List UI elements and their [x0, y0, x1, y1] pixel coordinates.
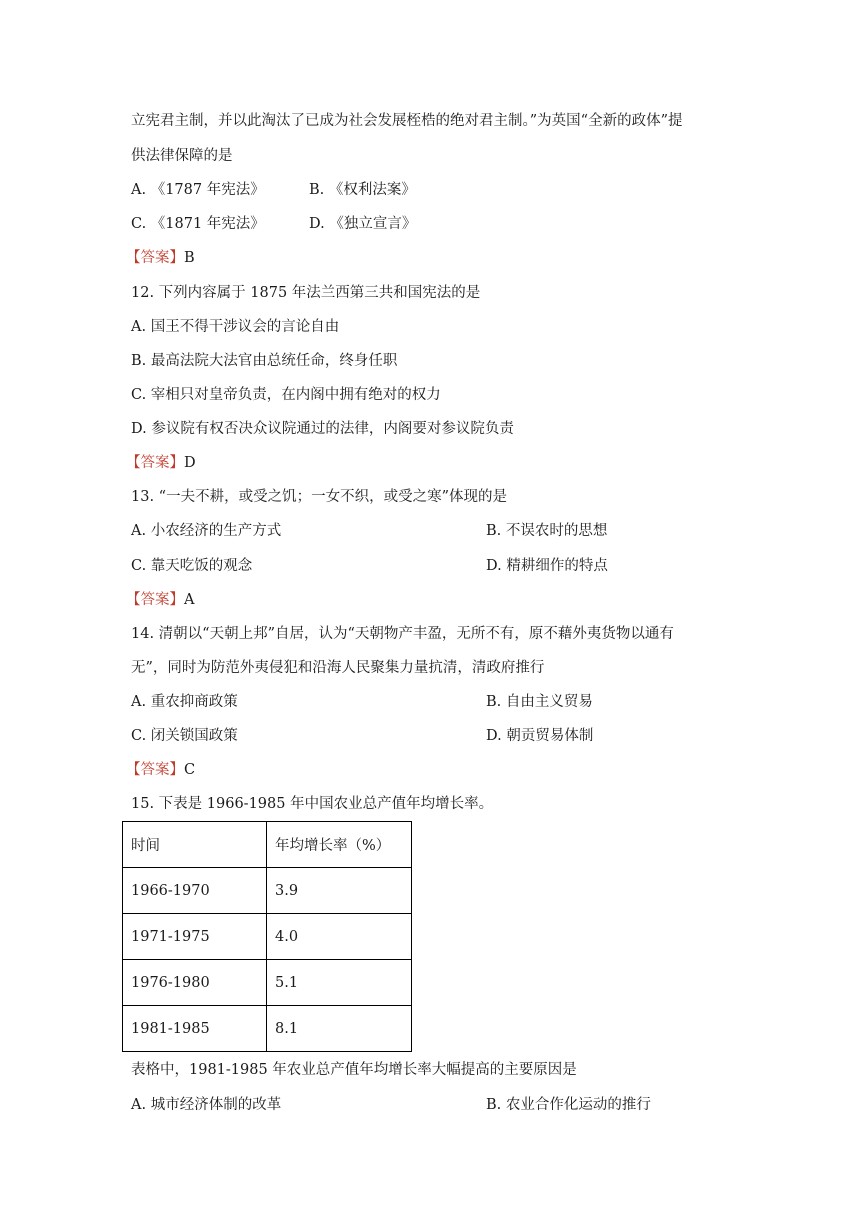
q11-option-c[interactable]: C. 《1871 年宪法》: [131, 216, 265, 232]
q14-answer: [126, 760, 195, 780]
answer-value: A: [184, 592, 195, 608]
table-cell-period: 1966-1970: [123, 868, 267, 914]
table-row: [123, 960, 412, 1006]
q12-answer: [126, 453, 196, 473]
answer-label: 【答案】: [126, 455, 184, 471]
q13-option-c[interactable]: C. 靠天吃饭的观念: [131, 558, 253, 574]
q11-option-a[interactable]: A. 《1787 年宪法》: [131, 182, 265, 198]
q12-option-d[interactable]: D. 参议院有权否决众议院通过的法律，内阁要对参议院负责: [131, 421, 514, 437]
q12-stem: 12. 下列内容属于 1875 年法兰西第三共和国宪法的是: [131, 285, 481, 301]
table-row: [123, 868, 412, 914]
q15-option-a[interactable]: A. 城市经济体制的改革: [131, 1097, 282, 1113]
q15-stem: 15. 下表是 1966-1985 年中国农业总产值年均增长率。: [131, 796, 494, 812]
q14-option-c[interactable]: C. 闭关锁国政策: [131, 728, 238, 744]
q14-stem-line1: 14. 清朝以“天朝上邦”自居，认为“天朝物产丰盈，无所不有，原不藉外夷货物以通有: [131, 626, 674, 642]
q14-option-d[interactable]: D. 朝贡贸易体制: [486, 728, 594, 744]
q15-after-table: 表格中，1981-1985 年农业总产值年均增长率大幅提高的主要原因是: [131, 1062, 577, 1078]
q11-stem-line2: 供法律保障的是: [131, 148, 233, 164]
table-cell-period: 1971-1975: [123, 914, 267, 960]
q13-answer: [126, 590, 194, 610]
q11-option-b[interactable]: B. 《权利法案》: [309, 182, 416, 198]
table-cell-period: 1981-1985: [123, 1006, 267, 1052]
q11-option-d[interactable]: D. 《独立宣言》: [309, 216, 417, 232]
answer-value: B: [184, 250, 195, 266]
q11-answer: [126, 248, 195, 268]
table-row: [123, 1006, 412, 1052]
answer-label: 【答案】: [126, 762, 184, 778]
q15-option-b[interactable]: B. 农业合作化运动的推行: [486, 1097, 651, 1113]
answer-value: D: [184, 455, 196, 471]
q12-option-a[interactable]: A. 国王不得干涉议会的言论自由: [131, 319, 340, 335]
table-cell-rate: 8.1: [267, 1006, 412, 1052]
answer-label: 【答案】: [126, 250, 184, 266]
table-cell-rate: 4.0: [267, 914, 412, 960]
growth-rate-table: [122, 821, 412, 1052]
q12-option-c[interactable]: C. 宰相只对皇帝负责，在内阁中拥有绝对的权力: [131, 387, 441, 403]
answer-value: C: [184, 762, 196, 778]
q13-stem: 13. “一夫不耕，或受之饥；一女不织，或受之寒”体现的是: [131, 489, 507, 505]
table-cell-period: 1976-1980: [123, 960, 267, 1006]
answer-label: 【答案】: [126, 592, 184, 608]
q14-option-a[interactable]: A. 重农抑商政策: [131, 694, 238, 710]
table-header-cell: 时间: [123, 822, 267, 868]
table-header-cell: 年均增长率（%）: [267, 822, 412, 868]
q12-option-b[interactable]: B. 最高法院大法官由总统任命，终身任职: [131, 353, 398, 369]
table-header-row: [123, 822, 412, 868]
q13-option-b[interactable]: B. 不误农时的思想: [486, 523, 608, 539]
q14-option-b[interactable]: B. 自由主义贸易: [486, 694, 593, 710]
q11-stem-line1: 立宪君主制，并以此淘汰了已成为社会发展桎梏的绝对君主制。”为英国“全新的政体”提: [131, 113, 683, 129]
table-cell-rate: 3.9: [267, 868, 412, 914]
q13-option-a[interactable]: A. 小农经济的生产方式: [131, 523, 282, 539]
q14-stem-line2: 无”，同时为防范外夷侵犯和沿海人民聚集力量抗清，清政府推行: [131, 660, 545, 676]
table-row: [123, 914, 412, 960]
table-cell-rate: 5.1: [267, 960, 412, 1006]
q13-option-d[interactable]: D. 精耕细作的特点: [486, 558, 608, 574]
